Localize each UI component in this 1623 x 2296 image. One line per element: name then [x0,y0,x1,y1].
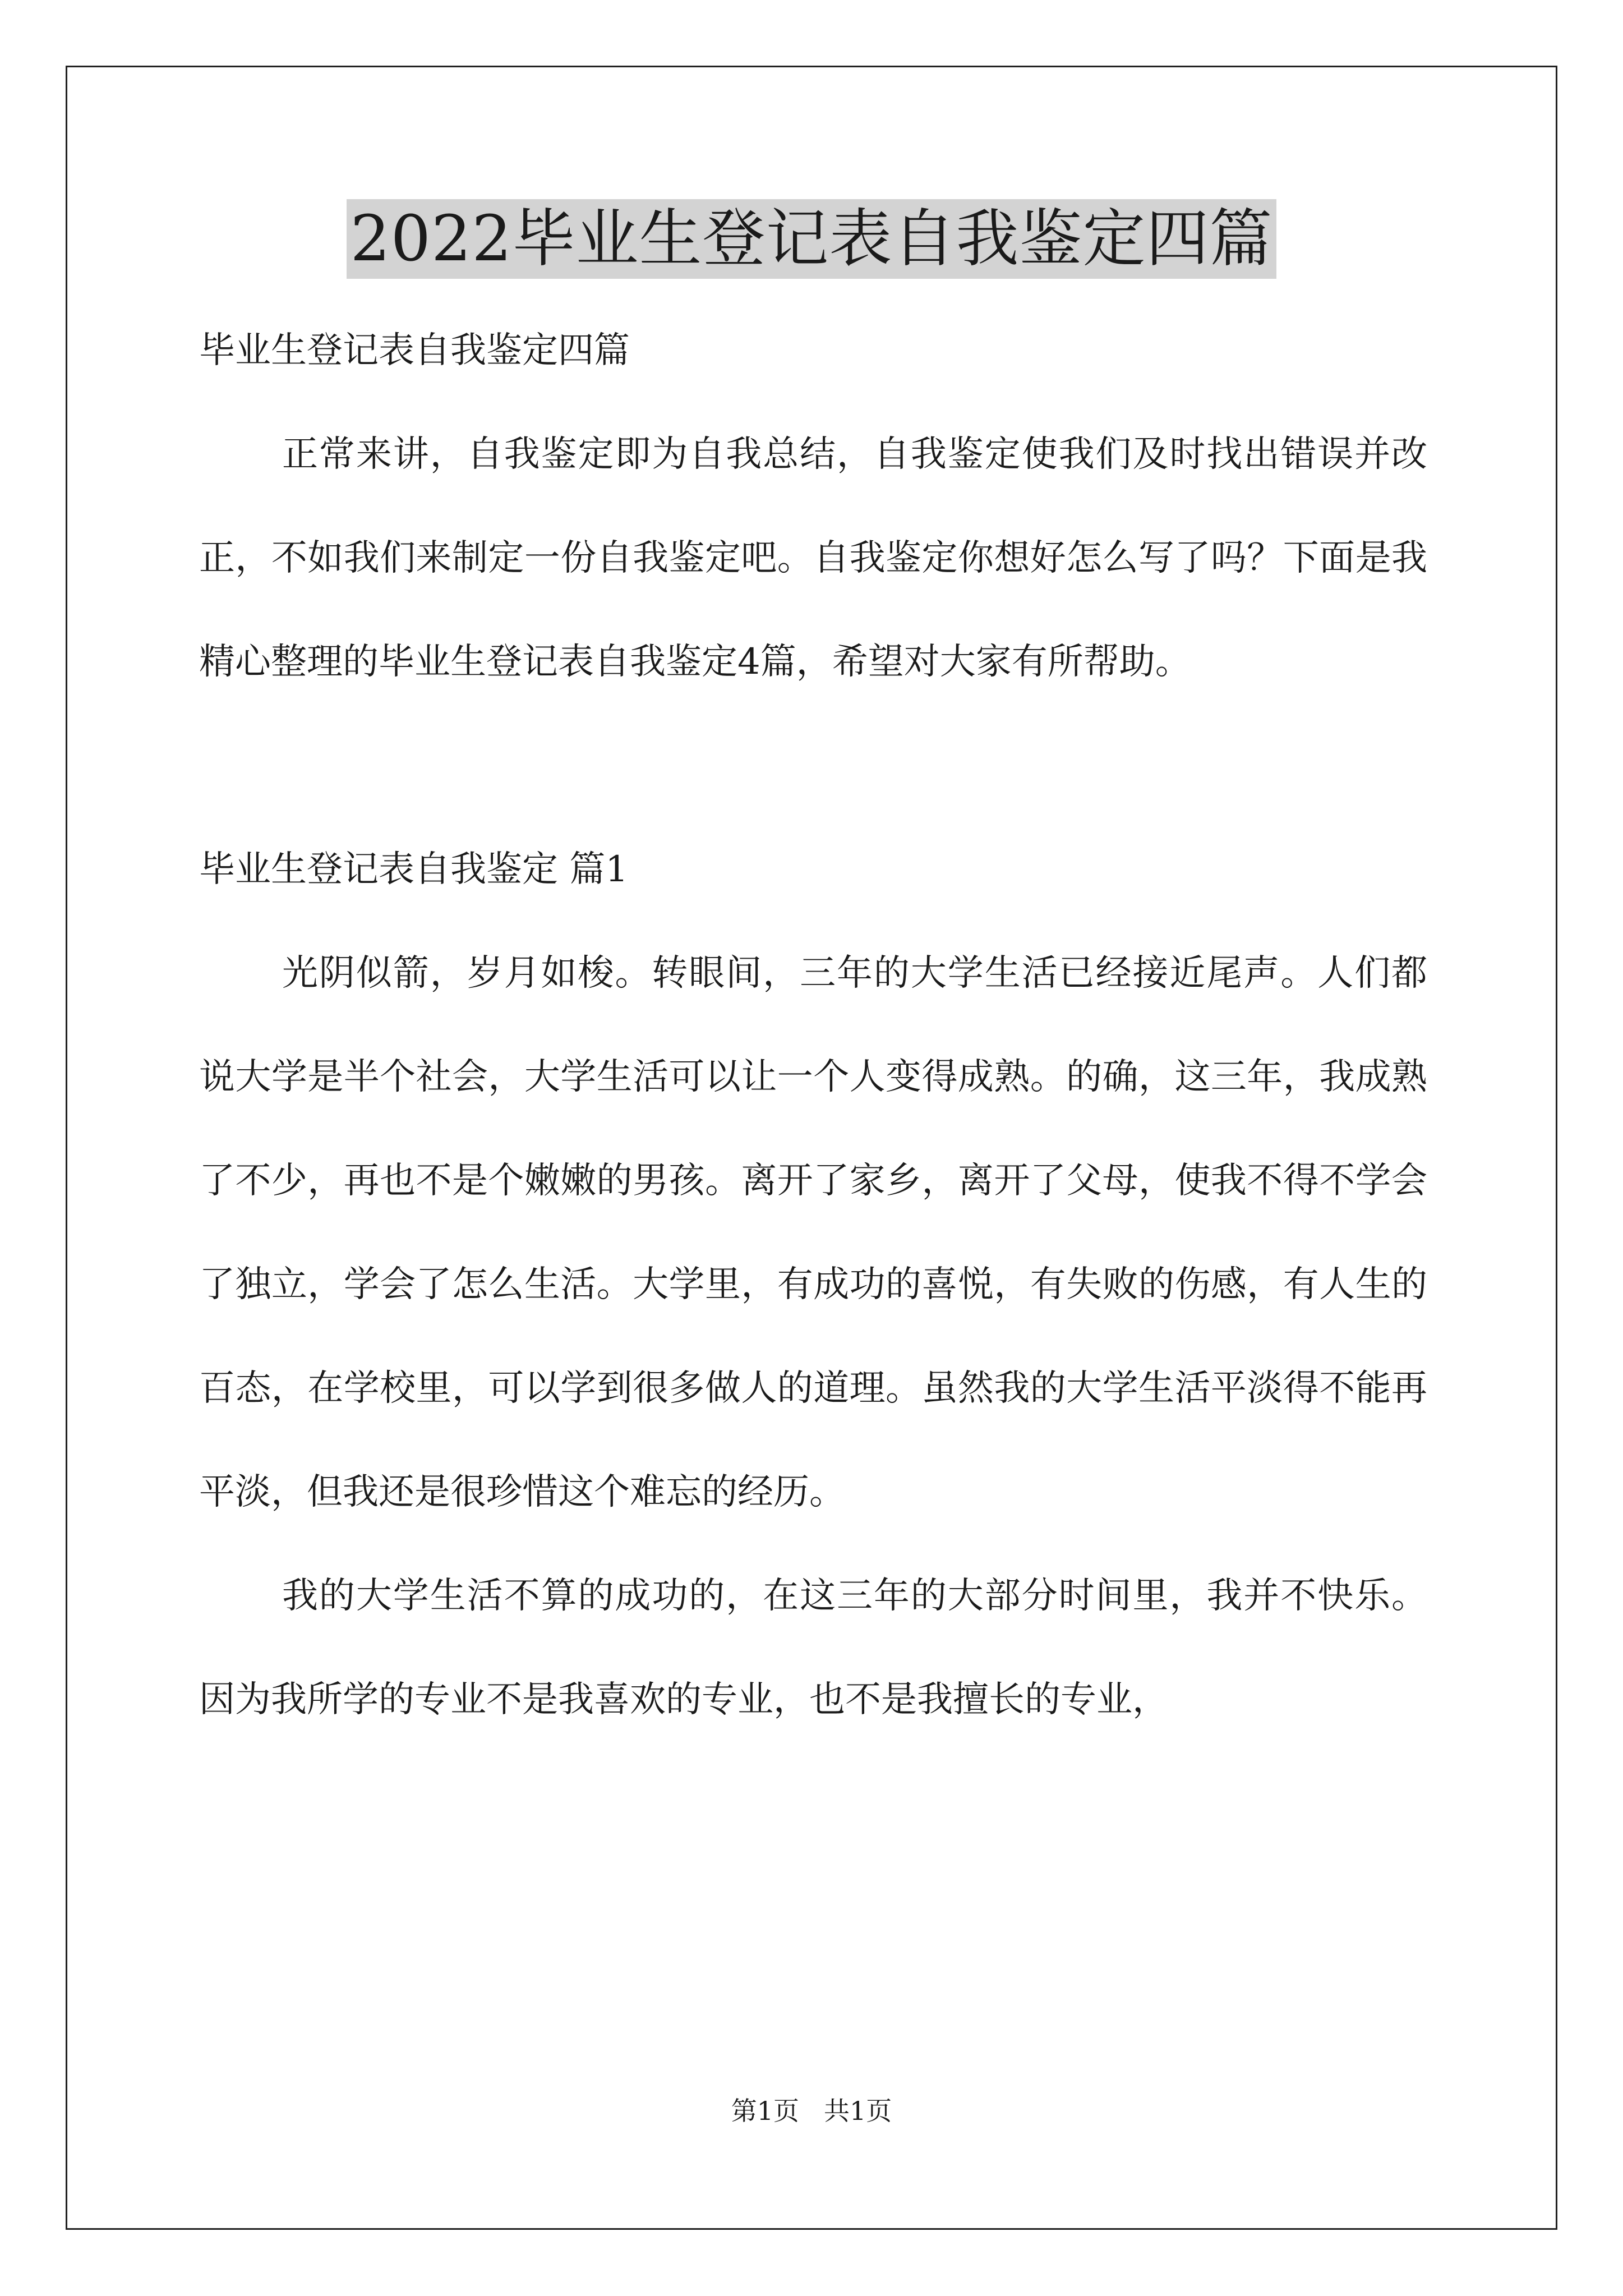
document-subtitle: 毕业生登记表自我鉴定四篇 [199,330,630,371]
page-total: 共1页 [824,2096,892,2126]
body-paragraph: 我的大学生活不算的成功的，在这三年的大部分时间里，我并不快乐。因为我所学的专业不是我喜欢的专业，也不是我擅长的专业， [199,1575,1427,1720]
section-spacer [199,714,1427,818]
title-container [0,199,1623,279]
document-title: 2022毕业生登记表自我鉴定四篇 [347,199,1276,279]
page-footer [0,2094,1623,2128]
document-body [199,299,1427,1752]
intro-paragraph: 正常来讲，自我鉴定即为自我总结，自我鉴定使我们及时找出错误并改正，不如我们来制定一份自我鉴定吧。自我鉴定你想好怎么写了吗？下面是我精心整理的毕业生登记表自我鉴定4篇，希望对大家有所帮助。 [199,434,1427,683]
page-number: 第1页 [731,2096,799,2126]
body-paragraph: 光阴似箭，岁月如梭。转眼间，三年的大学生活已经接近尾声。人们都说大学是半个社会，大学生活可以让一个人变得成熟。的确，这三年，我成熟了不少，再也不是个嫩嫩的男孩。离开了家乡，离开了父母，使我不得不学会了独立，学会了怎么生活。大学里，有成功的喜悦，有失败的伤感，有人生的百态，在学校里，可以学到很多做人的道理。虽然我的大学生活平淡得不能再平淡，但我还是很珍惜这个难忘的经历。 [199,953,1427,1513]
section-heading: 毕业生登记表自我鉴定 篇1 [199,849,629,890]
